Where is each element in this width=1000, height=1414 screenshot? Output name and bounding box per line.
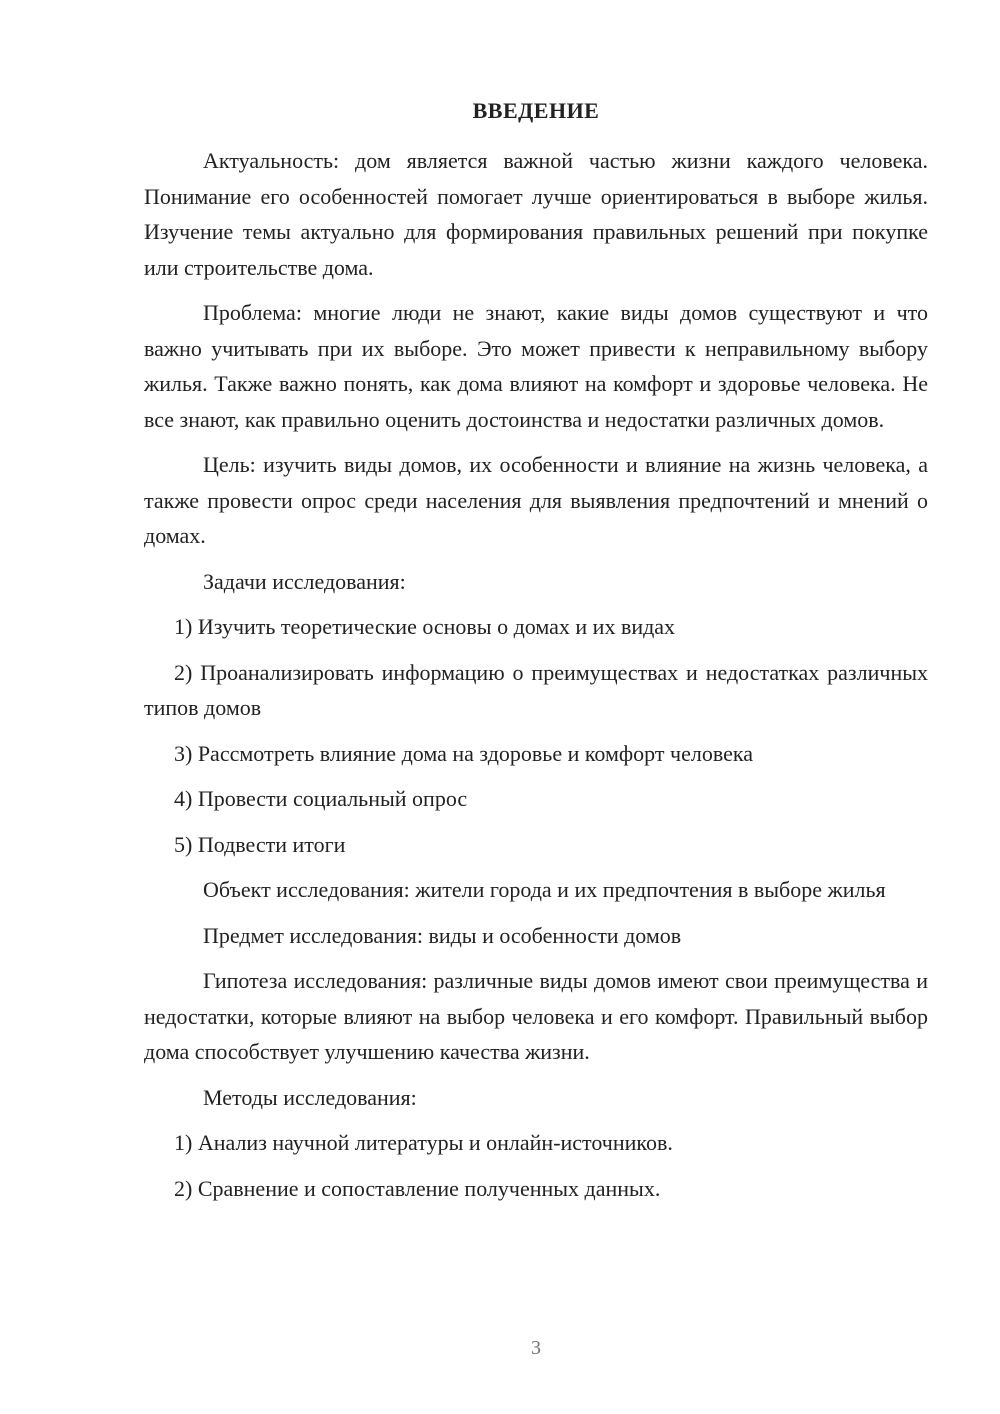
document-body xyxy=(144,143,928,1216)
task-item-2: 2) Проанализировать информацию о преимуществах и недостатках различных типов домов xyxy=(144,659,928,720)
paragraph-hypothesis: Гипотеза исследования: различные виды домов имеют свои преимущества и недостатки, которые влияют на выбор человека и его комфорт. Правильный выбор дома способствует улучшению качества жизни. xyxy=(144,968,928,1064)
task-item-4: 4) Провести социальный опрос xyxy=(174,786,468,811)
paragraph-methods-heading: Методы исследования: xyxy=(203,1084,417,1110)
task-item-1: 1) Изучить теоретические основы о домах и их видах xyxy=(174,614,676,639)
task-item-5: 5) Подвести итоги xyxy=(174,831,346,857)
page-number: 3 xyxy=(531,1337,541,1359)
method-item-2: 2) Сравнение и сопоставление полученных данных. xyxy=(174,1175,661,1201)
paragraph-relevance: Актуальность: дом является важной частью жизни каждого человека. Понимание его особенностей помогает лучше ориентироваться в выборе жилья. Изучение темы актуально для формирования правильных решений при покупке или строительстве дома. xyxy=(144,148,928,280)
paragraph-tasks-heading: Задачи исследования: xyxy=(203,568,406,594)
paragraph-object: Объект исследования: жители города и их предпочтения в выборе жилья xyxy=(203,877,886,902)
paragraph-goal: Цель: изучить виды домов, их особенности и влияние на жизнь человека, а также провести опрос среди населения для выявления предпочтений и мнений о домах. xyxy=(144,452,928,548)
method-item-1: 1) Анализ научной литературы и онлайн-источников. xyxy=(174,1130,673,1155)
section-title: ВВЕДЕНИЕ xyxy=(472,98,600,123)
paragraph-problem: Проблема: многие люди не знают, какие виды домов существуют и что важно учитывать при их выборе. Это может привести к неправильному выбору жилья. Также важно понять, как дома влияют на комфорт и здоровье человека. Не все знают, как правильно оценить достоинства и недостатки различных домов. xyxy=(144,300,928,432)
document-page xyxy=(144,0,928,1414)
paragraph-subject: Предмет исследования: виды и особенности домов xyxy=(203,922,682,948)
task-item-3: 3) Рассмотреть влияние дома на здоровье и комфорт человека xyxy=(174,740,753,766)
